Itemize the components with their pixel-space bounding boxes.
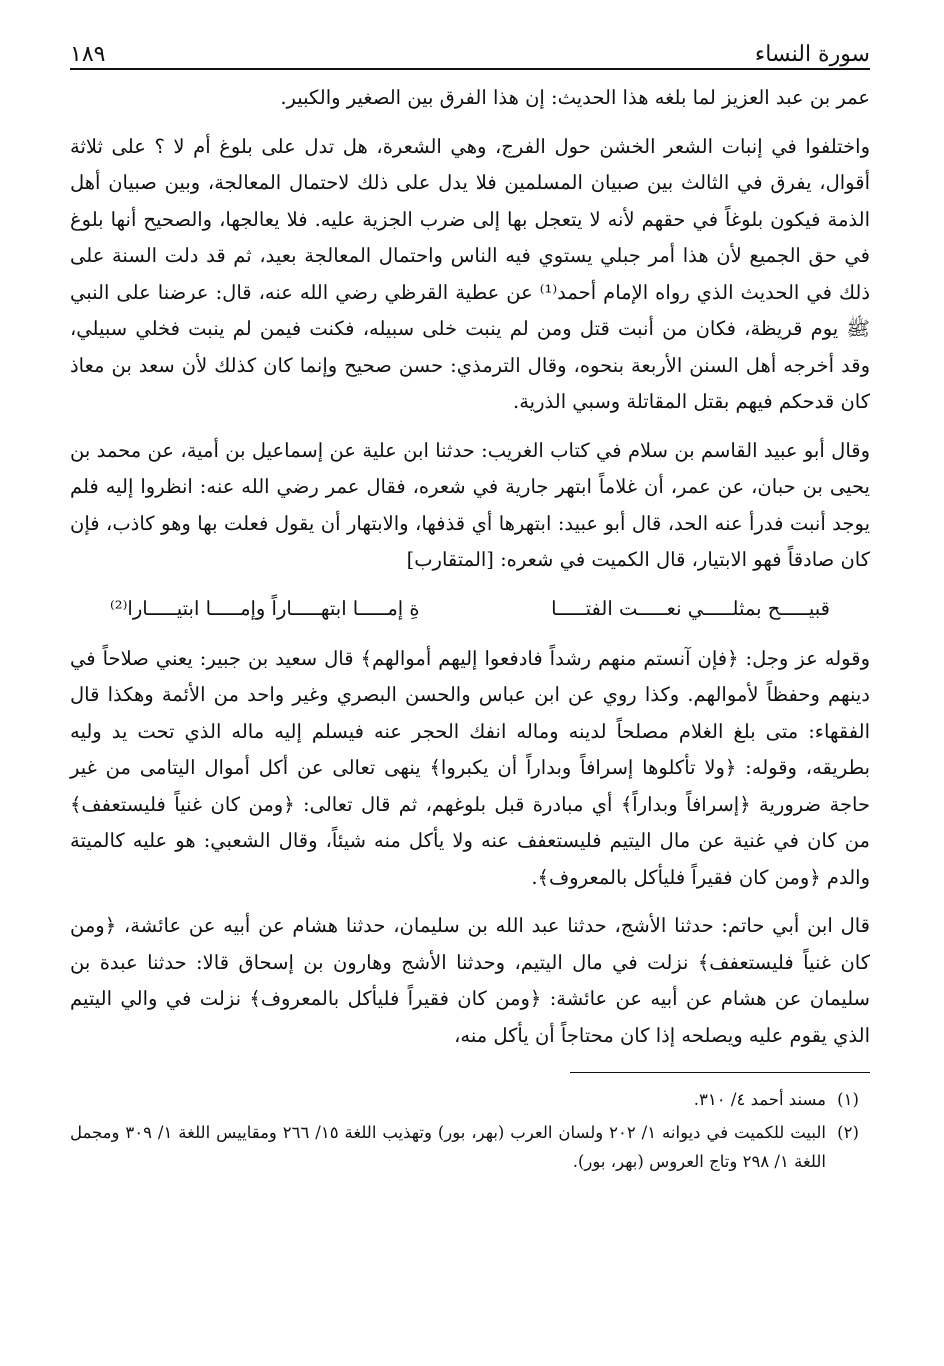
footnote-number: (٢) — [837, 1123, 859, 1142]
verse-first-hemistich: قبيـــــح بمثلـــــي نعـــــت الفتـــــا — [551, 596, 830, 620]
book-page — [70, 34, 870, 1180]
footnote-2 — [70, 1118, 870, 1176]
body-paragraph-3: وقال أبو عبيد القاسم بن سلام في كتاب الغريب: حدثنا ابن علية عن إسماعيل بن أمية، عن محمد بن يحيى بن حبان، عن عمر، أن غلاماً ابتهر جارية في شعره، فقال عمر رضي الله عنه: انظروا إليه فلم يوجد أنبت فدرأ عنه الحد، قال أبو عبيد: ابتهرها أي قذفها، والابتهار أن يقول فعلت بها وهو كاذب، فإن كان صادقاً فهو الابتيار، قال الكميت في شعره: [المتقارب] — [70, 438, 870, 571]
verse-second-hemistich: ةِ إمـــــا ابتهـــــاراً وإمـــــا ابتيـــــارا⁽²⁾ — [110, 596, 420, 620]
footnote-text: مسند أحمد ٤/ ٣١٠. — [693, 1090, 826, 1109]
footnote-1 — [70, 1085, 870, 1114]
body-paragraph-4: وقوله عز وجل: ﴿فإن آنستم منهم رشداً فادفعوا إليهم أموالهم﴾ قال سعيد بن جبير: يعني صلاحاً في دينهم وحفظاً لأموالهم. وكذا روي عن ابن عباس والحسن البصري وغير واحد من الأئمة وهكذا قال الفقهاء: متى بلغ الغلام مصلحاً لدينه وماله انفك الحجر عنه فيسلم إليه ماله الذي تحت يد وليه بطريقه، وقوله: ﴿ولا تأكلوها إسرافاً وبداراً أن يكبروا﴾ ينهى تعالى عن أكل أموال اليتامى من غير حاجة ضرورية ﴿إسرافاً وبداراً﴾ أي مبادرة قبل بلوغهم، ثم قال تعالى: ﴿ومن كان غنياً فليستعفف﴾ من كان في غنية عن مال اليتيم فليستعفف عنه ولا يأكل منه شيئاً، وقال الشعبي: هو عليه كالميتة والدم ﴿ومن كان فقيراً فليأكل بالمعروف﴾. — [70, 646, 870, 889]
body-paragraph-5: قال ابن أبي حاتم: حدثنا الأشج، حدثنا عبد الله بن سليمان، حدثنا هشام عن أبيه عن عائشة، ﴿ومن كان غنياً فليستعفف﴾ نزلت في مال اليتيم، وحدثنا الأشج وهارون بن إسحاق قالا: حدثنا عبدة بن سليمان عن هشام عن أبيه عن عائشة: ﴿ومن كان فقيراً فليأكل بالمعروف﴾ نزلت في والي اليتيم الذي يقوم عليه ويصلحه إذا كان محتاجاً أن يأكل منه، — [70, 914, 870, 1047]
running-head — [70, 34, 870, 66]
page-number: ١٨٩ — [70, 42, 106, 67]
footnote-text: البيت للكميت في ديوانه ١/ ٢٠٢ ولسان العرب (بهر، بور) وتهذيب اللغة ١٥/ ٢٦٦ ومقاييس اللغة ١/ ٣٠٩ ومجمل اللغة ١/ ٢٩٨ وتاج العروس (بهر، بور). — [70, 1123, 827, 1171]
body-paragraph-2: واختلفوا في إنبات الشعر الخشن حول الفرج، وهي الشعرة، هل تدل على بلوغ أم لا ؟ على ثلاثة أقوال، يفرق في الثالث بين صبيان المسلمين فلا يدل على ذلك لاحتمال المعالجة، وبين صبيان أهل الذمة فيكون بلوغاً في حقهم لأنه لا يتعجل بها إلى ضرب الجزية عليه. فلا يعالجها، والصحيح أنها بلوغ في حق الجميع لأن هذا أمر جبلي يستوي فيه الناس واحتمال المعالجة بعيد، ثم قد دلت السنة على ذلك في الحديث الذي رواه الإمام أحمد⁽¹⁾ عن عطية القرظي رضي الله عنه، قال: عرضنا على النبي ﷺ يوم قريظة، فكان من أنبت قتل ومن لم ينبت خلى سبيله، فكنت فيمن لم ينبت فخلي سبيلي، وقد أخرجه أهل السنن الأربعة بنحوه، وقال الترمذي: حسن صحيح وإنما كان كذلك لأن سعد بن معاذ كان قدحكم فيهم بقتل المقاتلة وسبي الذرية. — [70, 134, 870, 413]
surah-title: سورة النساء — [754, 42, 870, 67]
footnote-number: (١) — [837, 1090, 859, 1109]
poetry-verse — [110, 591, 830, 627]
header-rule — [70, 68, 870, 70]
body-paragraph-1: عمر بن عبد العزيز لما بلغه هذا الحديث: إن هذا الفرق بين الصغير والكبير. — [280, 86, 870, 109]
footnote-rule — [570, 1072, 870, 1073]
